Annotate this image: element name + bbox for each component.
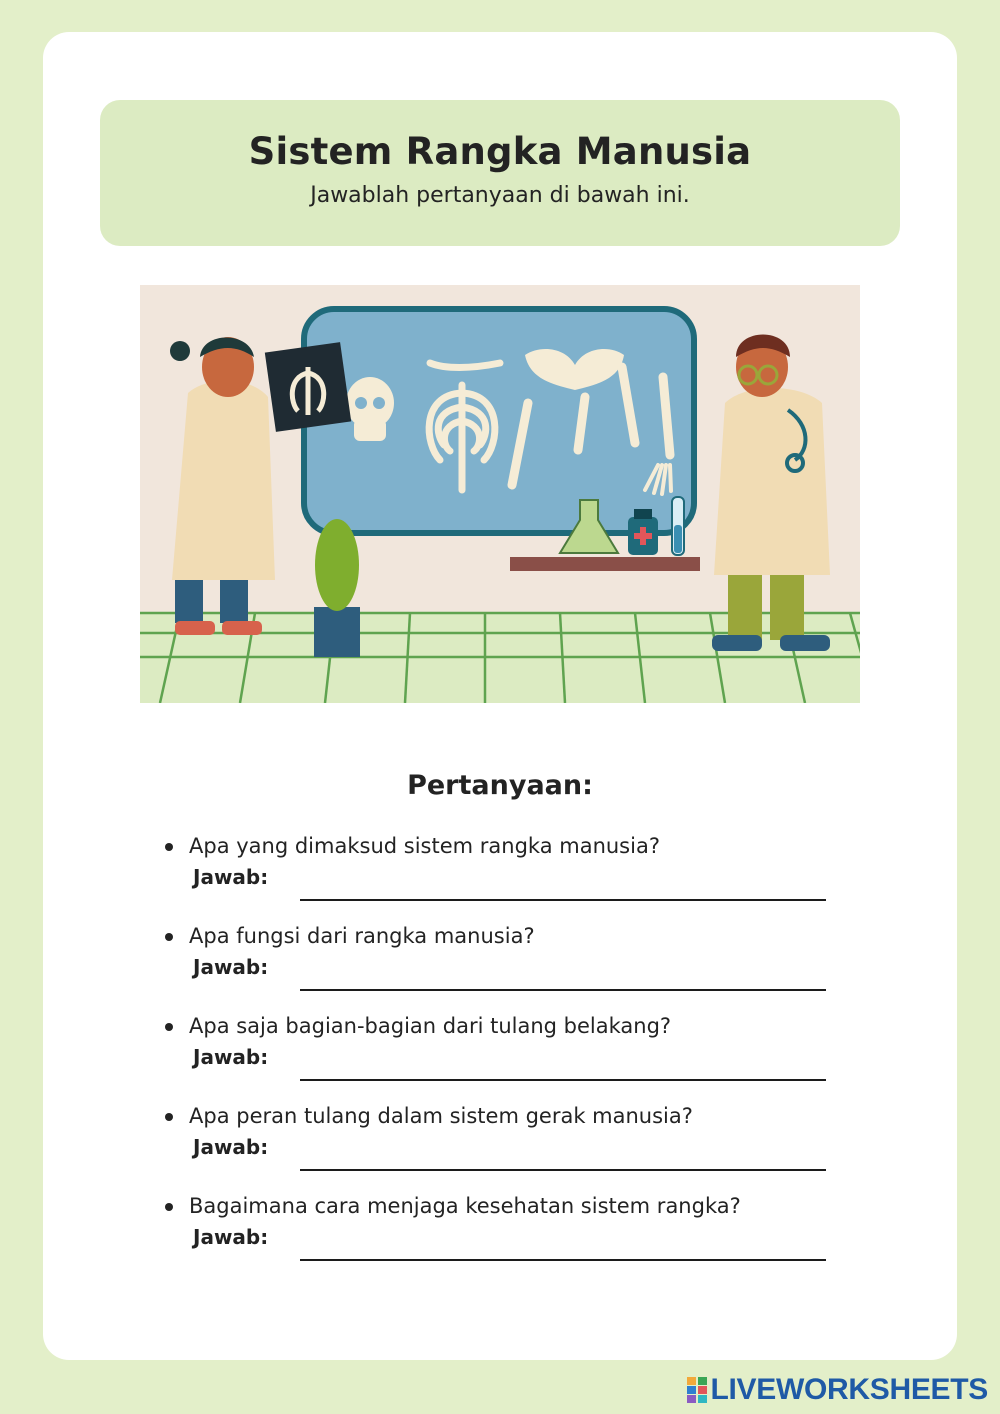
page-title: Sistem Rangka Manusia [248,130,752,173]
answer-3-input[interactable] [300,1063,826,1081]
question-text [162,1101,862,1131]
question-4-text: Apa peran tulang dalam sistem gerak manusia? [189,1104,693,1128]
bullet-icon [165,1203,173,1211]
bullet-icon [165,1113,173,1121]
questions-heading: Pertanyaan: [407,770,593,801]
question-text [162,1191,862,1221]
answer-label: Jawab: [193,1225,269,1249]
answer-row [162,951,862,987]
answer-5-input[interactable] [300,1243,826,1261]
question-item-2 [162,921,862,987]
bullet-icon [165,1023,173,1031]
answer-row [162,861,862,897]
question-item-4 [162,1101,862,1167]
doctors-examining-skeleton-illustration [140,285,860,703]
answer-row [162,1221,862,1257]
page-subtitle: Jawablah pertanyaan di bawah ini. [310,183,690,208]
liveworksheets-logo [687,1373,989,1407]
question-item-5 [162,1191,862,1257]
answer-label: Jawab: [193,865,269,889]
answer-2-input[interactable] [300,973,826,991]
question-3-text: Apa saja bagian-bagian dari tulang belakang? [189,1014,672,1038]
question-text [162,1011,862,1041]
question-5-text: Bagaimana cara menjaga kesehatan sistem rangka? [189,1194,741,1218]
answer-1-input[interactable] [300,883,826,901]
question-text [162,921,862,951]
answer-4-input[interactable] [300,1153,826,1171]
liveworksheets-cube-icon [687,1377,707,1403]
answer-row [162,1041,862,1077]
brand-name: LIVEWORKSHEETS [710,1373,988,1406]
answer-label: Jawab: [193,955,269,979]
question-2-text: Apa fungsi dari rangka manusia? [189,924,535,948]
question-item-3 [162,1011,862,1077]
answer-label: Jawab: [193,1045,269,1069]
question-item-1 [162,831,862,897]
answer-label: Jawab: [193,1135,269,1159]
bullet-icon [165,843,173,851]
worksheet-header [100,100,900,246]
bullet-icon [165,933,173,941]
answer-row [162,1131,862,1167]
question-text [162,831,862,861]
question-1-text: Apa yang dimaksud sistem rangka manusia? [189,834,660,858]
